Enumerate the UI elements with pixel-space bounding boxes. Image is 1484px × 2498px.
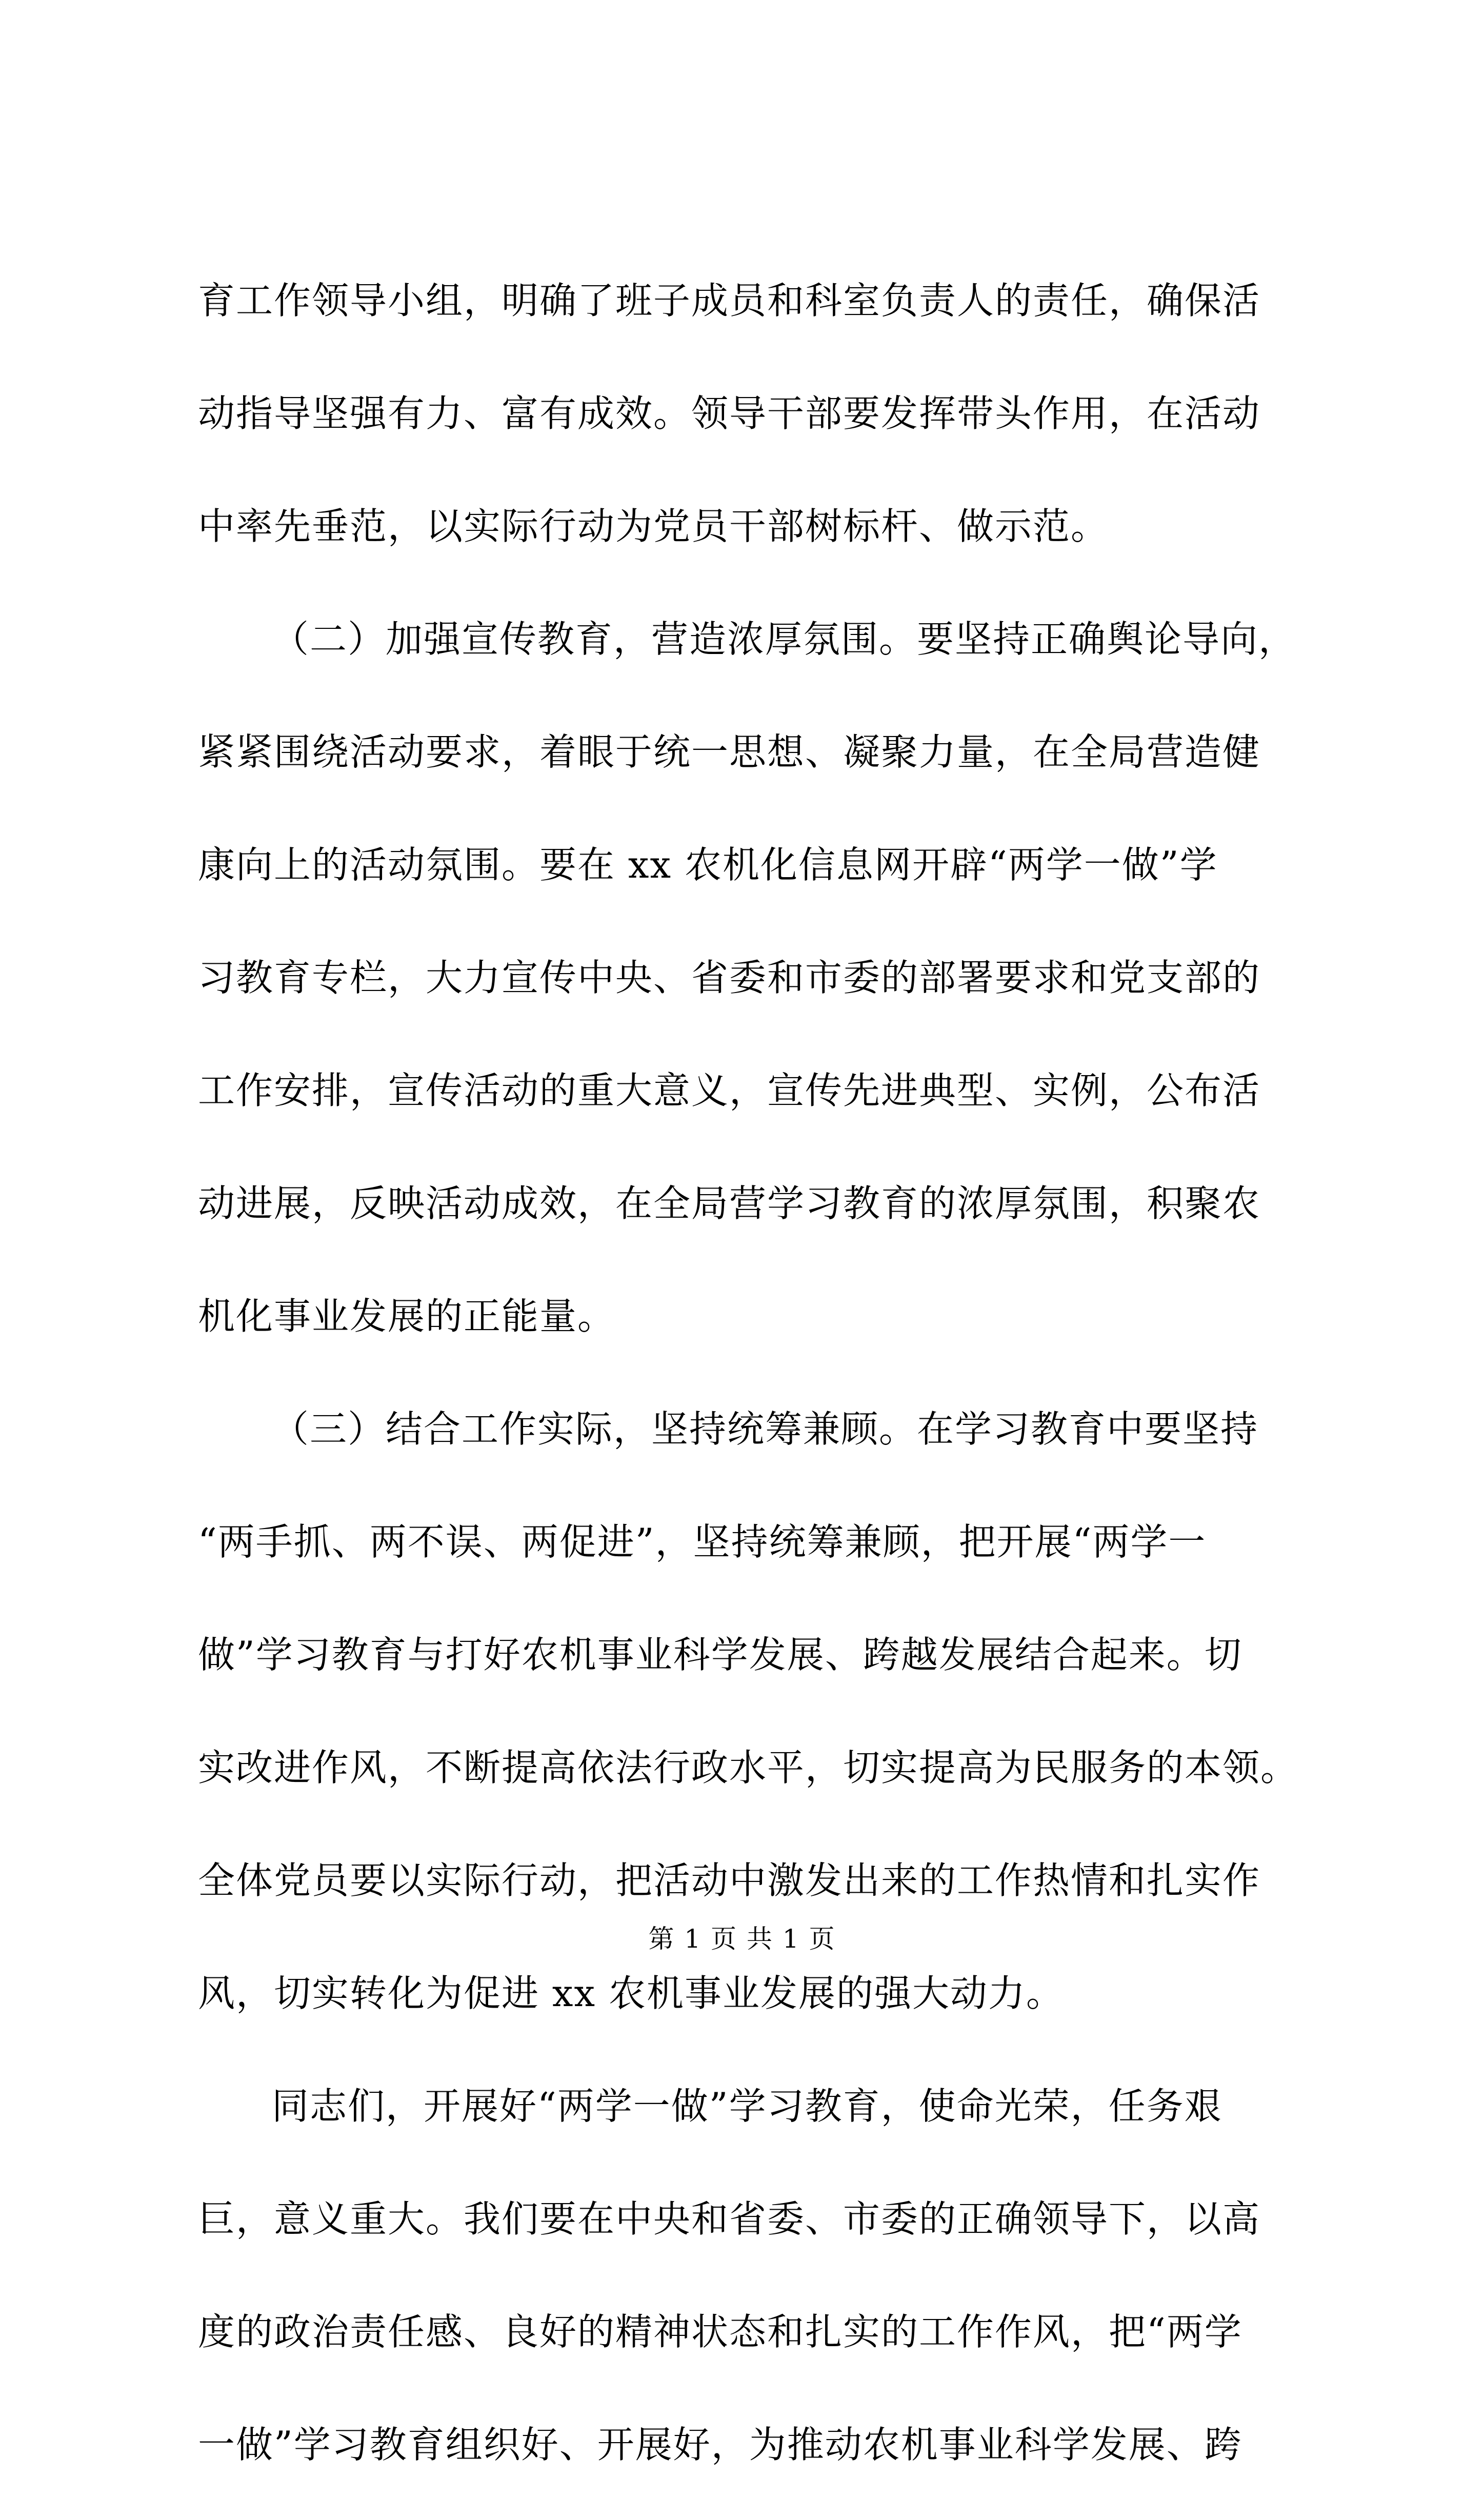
text-line: 风，切实转化为促进 xx 农机事业发展的强大动力。 bbox=[198, 1972, 1064, 2015]
text-line: 同志们，开展好“两学一做”学习教育，使命光荣，任务艰 bbox=[272, 2085, 1222, 2128]
text-line: 一做”学习教育组织好、开展好，为推动农机事业科学发展、跨 bbox=[198, 2423, 1242, 2466]
text-line: 习教育专栏，大力宣传中央、省委和市委的部署要求和党支部的 bbox=[198, 956, 1261, 999]
text-line: 机化事业发展的正能量。 bbox=[198, 1295, 616, 1338]
page-footer bbox=[0, 1918, 1484, 1955]
text-line: 育工作领导小组，明确了班子成员和科室负责人的责任，确保活 bbox=[198, 279, 1261, 322]
text-line: 康向上的活动氛围。要在 xx 农机化信息网开辟“两学一做”学 bbox=[198, 843, 1218, 886]
text-line: 度的政治责任感、良好的精神状态和扎实的工作作风，把“两学 bbox=[198, 2310, 1242, 2353]
text-line: （三）结合工作实际，坚持统筹兼顾。在学习教育中要坚持 bbox=[272, 1407, 1259, 1451]
text-line: 全体党员要以实际行动，把活动中激发出来的工作热情和扎实作 bbox=[198, 1859, 1261, 1902]
document-body bbox=[198, 241, 1299, 2498]
page-number: 第 1 页 共 1 页 bbox=[648, 1924, 836, 1954]
text-line: 动指导坚强有力、富有成效。领导干部要发挥带头作用，在活动 bbox=[198, 392, 1261, 435]
text-line: 中率先垂范，以实际行动为党员干部树标杆、做示范。 bbox=[198, 505, 1109, 548]
text-line: 工作安排，宣传活动的重大意义，宣传先进典型、实例，公布活 bbox=[198, 1069, 1261, 1112]
text-line: 紧紧围绕活动要求，着眼于统一思想、凝聚力量，在全局营造健 bbox=[198, 730, 1261, 774]
text-line: 做”学习教育与打好农机事业科学发展、跨越发展结合起来。切 bbox=[198, 1633, 1242, 1676]
text-line: 实改进作风，不断提高依法行政水平，切实提高为民服务的本领。 bbox=[198, 1746, 1299, 1789]
text-line: “两手抓、两不误、两促进”，坚持统筹兼顾，把开展“两学一 bbox=[198, 1520, 1207, 1563]
text-line: 动进展，反映活动成效，在全局营学习教育的浓厚氛围，积聚农 bbox=[198, 1182, 1261, 1225]
text-line: 巨，意义重大。我们要在中央和省委、市委的正确领导下，以高 bbox=[198, 2197, 1261, 2241]
text-line: （二）加强宣传教育，营造浓厚氛围。要坚持正确舆论导向， bbox=[272, 618, 1297, 661]
